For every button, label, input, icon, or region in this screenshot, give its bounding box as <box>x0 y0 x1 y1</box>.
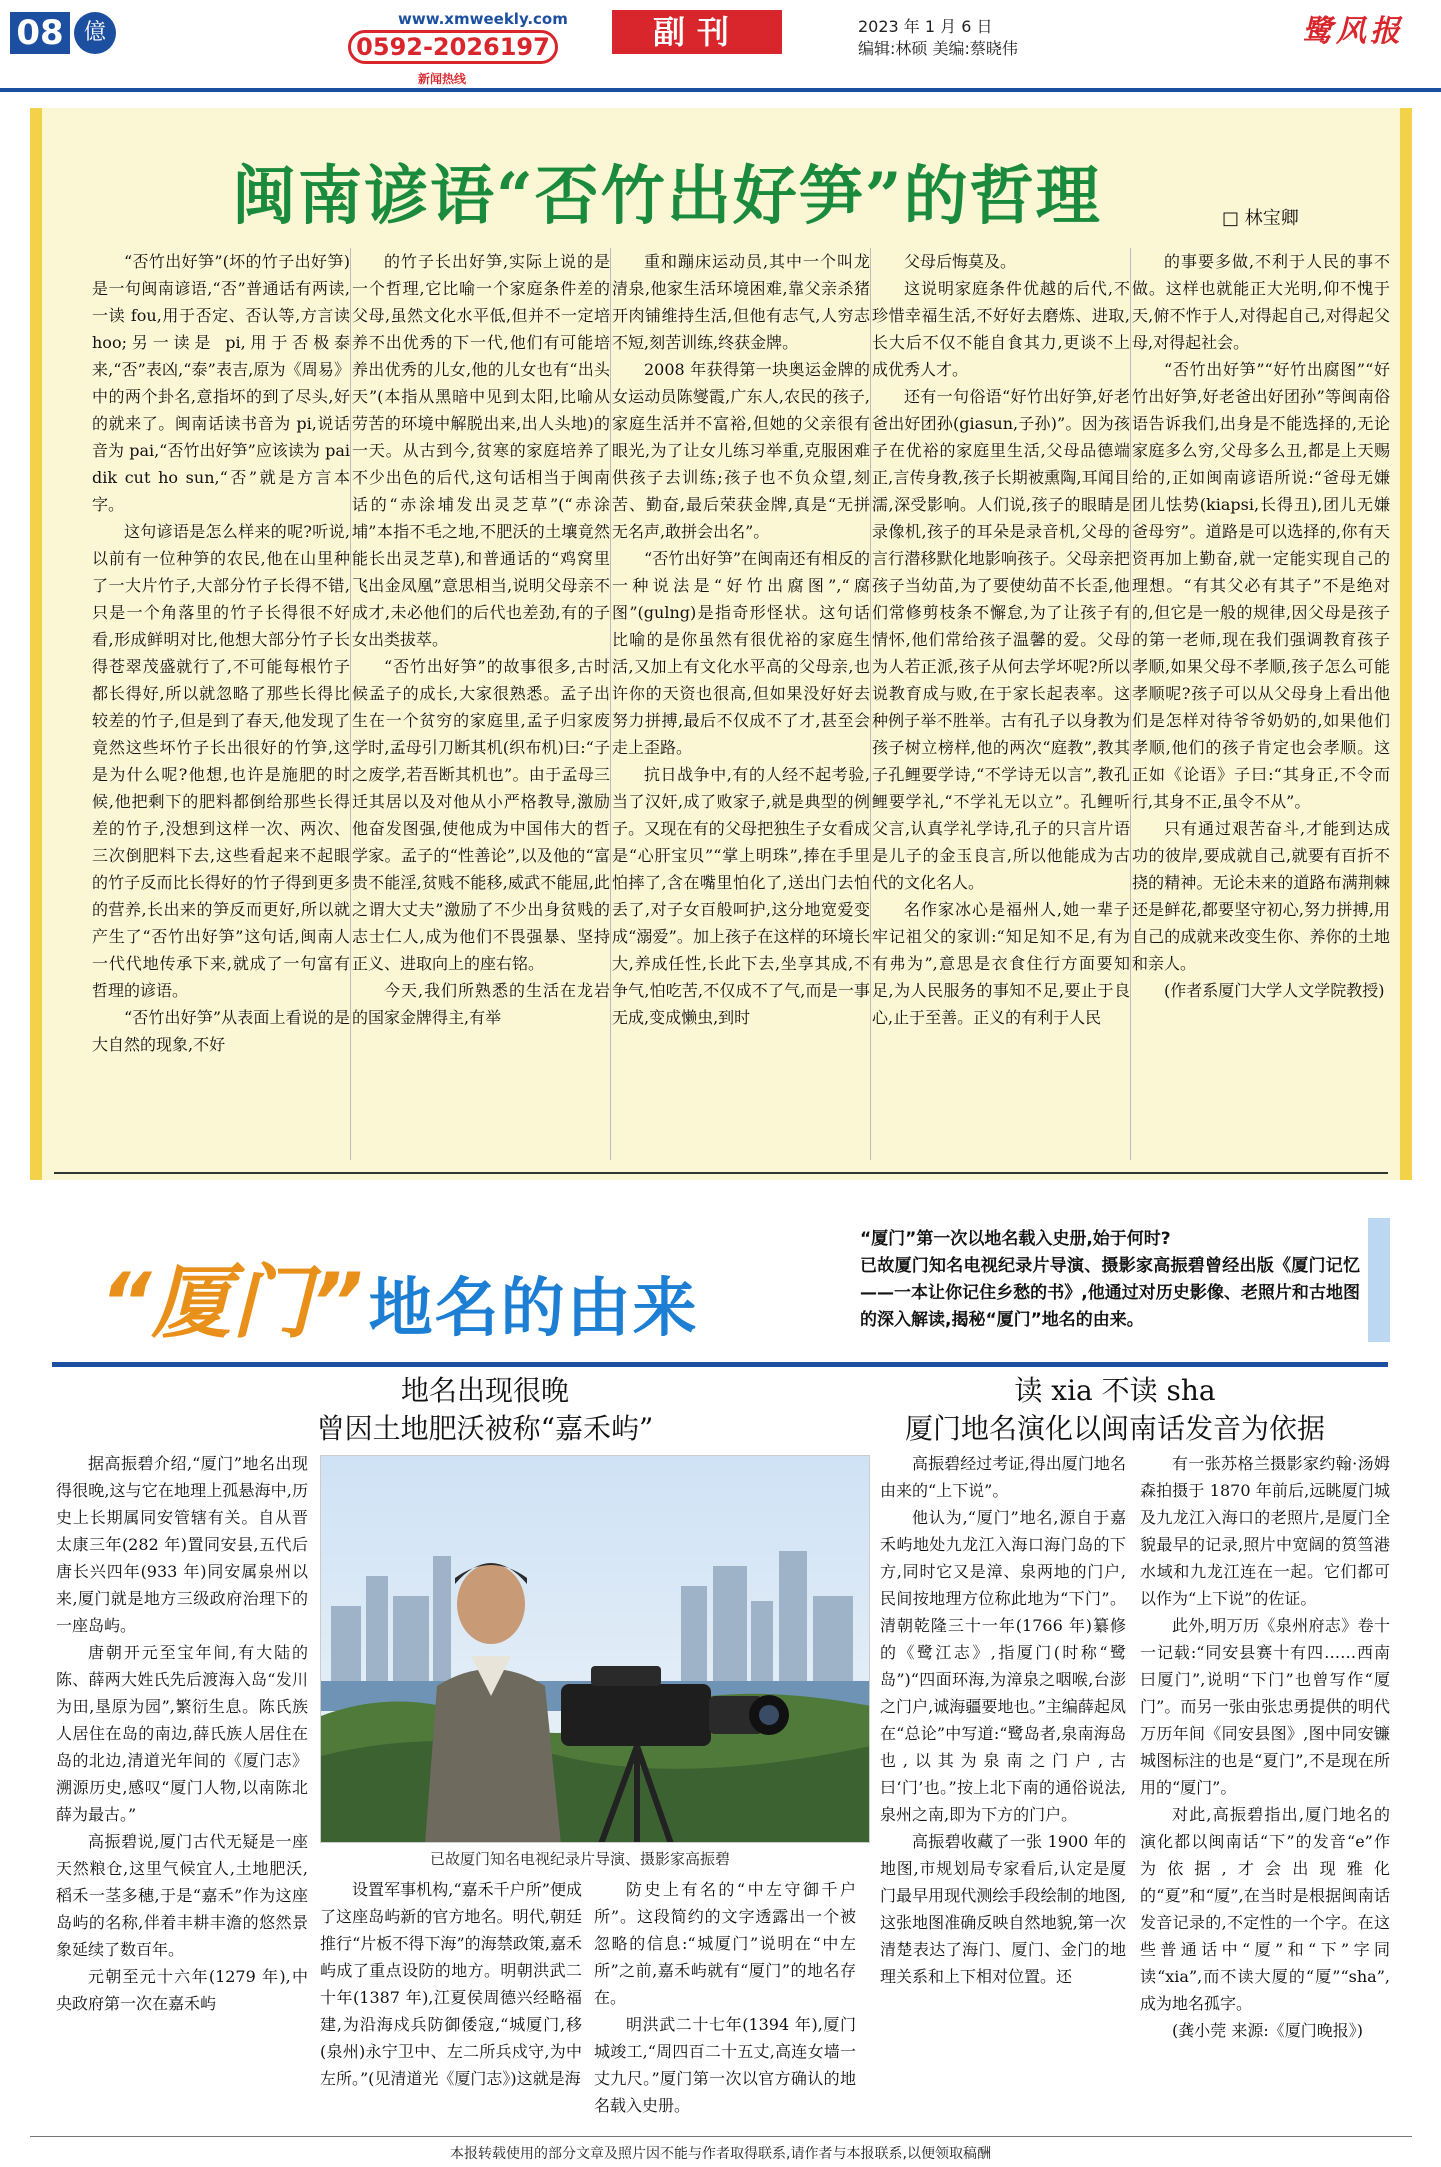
article1-paragraph: “否竹出好笋”“好竹出腐图”“好竹出好笋,好老爸出好团孙”等闽南俗语告诉我们,出身是不能选择的,无论家庭多么穷,父母多么丑,都是上天赐给的,正如闽南谚语所说:“爸母无嫌团儿怯势(kiapsi,长得丑),团儿无嫌爸母穷”。道路是可以选择的,你有天资再加上勤奋,就一定能实现自己的理想。“有其父必有其子”不是绝对的,但它是一般的规律,因父母是孩子的第一老师,现在我们强调教育孩子孝顺,如果父母不孝顺,孩子怎么可能孝顺呢?孩子可以从父母身上看出他们是怎样对待爷爷奶奶的,如果他们孝顺,他们的孩子肯定也会孝顺。这正如《论语》子曰:“其身正,不令而行,其身不正,虽令不从”。 <box>1132 360 1390 811</box>
article1-paragraph: “否竹出好笋”从表面上看说的是大自然的现象,不好 <box>92 1008 350 1054</box>
article2-paragraph: 设置军事机构,“嘉禾千户所”便成了这座岛屿新的官方地名。明代,朝廷推行“片板不得下海”的海禁政策,嘉禾屿成了重点设防的地方。明朝洪武二十年(1387 年),江夏侯周德兴经略福建,为沿海戍兵防御倭寇,“城厦门,移(泉州)永宁卫中、左二所兵戍守,为中左所。”(见清道光《厦门志》)这就是海 <box>320 1880 582 2088</box>
article2-paragraph: 他认为,“厦门”地名,源自于嘉禾屿地处九龙江入海口海门岛的下方,同时它又是漳、泉两地的门户,民间按地理方位称此地为“下门”。清朝乾隆三十一年(1766 年)纂修的《鹭江志》,指厦门(时称“鹭岛”)“四面环海,为漳泉之咽喉,台澎之门户,诚海疆要地也。”主编薛起凤在“总论”中写道:“鹭岛者,泉南海岛也,以其为泉南之门户,古曰‘门’也。”按上北下南的通俗说法,泉州之南,即为下方的门户。 <box>880 1508 1126 1824</box>
article1-paragraph: 只有通过艰苦奋斗,才能到达成功的彼岸,要成就自己,就要有百折不挠的精神。无论未来的道路布满荆棘还是鲜花,都要坚守初心,努力拼搏,用自己的成就来改变生你、养你的土地和亲人。 <box>1132 819 1390 973</box>
section-tab: 副刊 <box>612 10 782 54</box>
article2-paragraph: 此外,明万历《泉州府志》卷十一记载:“同安县赛十有四……西南曰厦门”,说明“下门”也曾写作“厦门”。而另一张由张忠勇提供的明代万历年间《同安县图》,图中同安镰城图标注的也是“夏门”,不是现在所用的“厦门”。 <box>1140 1616 1390 1797</box>
article2-paragraph: 元朝至元十六年(1279 年),中央政府第一次在嘉禾屿 <box>56 1967 308 2013</box>
promo-url[interactable]: www.xmweekly.com <box>398 10 568 28</box>
article2-paragraph: 唐朝开元至宝年间,有大陆的陈、薛两大姓氏先后渡海入岛“发川为田,垦原为园”,繁衍生息。陈氏族人居住在岛的南边,薛氏族人居住在岛的北边,清道光年间的《厦门志》溯源历史,感叹“厦门人物,以南陈北薛为最古。” <box>56 1643 308 1824</box>
article1-paragraph: 这说明家庭条件优越的后代,不珍惜幸福生活,不好好去磨炼、进取,长大后不仅不能自食其力,更谈不上成优秀人才。 <box>872 279 1130 379</box>
page-emblem: 億 <box>74 12 116 54</box>
article1-paragraph: 今天,我们所熟悉的生活在龙岩的国家金牌得主,有举 <box>352 981 610 1027</box>
article1-paragraph: 还有一句俗语“好竹出好笋,好老爸出好团孙(giasun,子孙)”。因为孩子在优裕的家庭里生活,父母品德端正,言传身教,孩子长期被熏陶,耳闻目濡,深受影响。人们说,孩子的眼睛是录像机,孩子的耳朵是录音机,父母的言行潜移默化地影响孩子。父母亲把孩子当幼苗,为了要使幼苗不长歪,他们常修剪枝条不懈怠,为了让孩子有情怀,他们常给孩子温馨的爱。父母为人若正派,孩子从何去学坏呢?所以说教育成与败,在于家长起表率。这种例子举不胜举。古有孔子以身教为孩子树立榜样,他的两次“庭教”,教其子孔鲤要学诗,“不学诗无以言”,教孔鲤要学礼,“不学礼无以立”。孔鲤听父言,认真学礼学诗,孔子的只言片语是儿子的金玉良言,所以他能成为古代的文化名人。 <box>872 387 1130 892</box>
article1-paragraph: “否竹出好笋”的故事很多,古时候孟子的成长,大家很熟悉。孟子出生在一个贫穷的家庭里,孟子归家废学时,孟母引刀断其机(织布机)曰:“子之废学,若吾断其机也”。由于孟母三迁其居以及对他从小严格教导,激励他奋发图强,使他成为中国伟大的哲学家。孟子的“性善论”,以及他的“富贵不能淫,贫贱不能移,威武不能屈,此之谓大丈夫”激励了不少出身贫贱的志士仁人,成为他们不畏强暴、坚持正义、进取向上的座右铭。 <box>352 657 610 973</box>
header-rule <box>0 88 1441 92</box>
article1-column <box>612 248 870 1160</box>
column-divider <box>870 248 871 1160</box>
footer-rule <box>30 2136 1412 2137</box>
article1-column <box>872 248 1130 1160</box>
article2-divider <box>52 1362 1388 1367</box>
article2-paragraph: 明洪武二十七年(1394 年),厦门城竣工,“周四百二十五丈,高连女墙一丈九尺。”厦门第一次以官方确认的地名载入史册。 <box>594 2015 856 2115</box>
article1-paragraph: 的竹子长出好笋,实际上说的是一个哲理,它比喻一个家庭条件差的父母,虽然文化水平低,但并不一定培养不出优秀的下一代,他们有可能培养出优秀的儿女,他的儿女也有“出头天”(本指从黑暗中见到太阳,比喻从劳苦的环境中解脱出来,出人头地)的一天。从古到今,贫寒的家庭培养了不少出色的后代,这句话相当于闽南话的“赤涂埔发出灵芝草”(“赤涂埔”本指不毛之地,不肥沃的土壤竟然能长出灵芝草),和普通话的“鸡窝里飞出金凤凰”意思相当,说明父母亲不成才,未必他们的后代也差劲,有的子女出类拔萃。 <box>352 252 610 649</box>
subhead-line: 地名出现很晚 <box>400 1374 569 1407</box>
article2-right-subhead <box>880 1372 1350 1448</box>
article1-author: □ 林宝卿 <box>1222 208 1299 229</box>
article2-paragraph: (龚小莞 来源:《厦门晚报》) <box>1172 2021 1363 2040</box>
article2-column <box>56 1450 308 2130</box>
article1-paragraph: 抗日战争中,有的人经不起考验,当了汉奸,成了败家子,就是典型的例子。又现在有的父母把独生子女看成是“心肝宝贝”“掌上明珠”,捧在手里怕摔了,含在嘴里怕化了,送出门去怕丢了,对子女百般呵护,这分地宽爱变成“溺爱”。加上孩子在这样的环境长大,养成任性,长此下去,坐享其成,不争气,怕吃苦,不仅成不了气,而是一事无成,变成懒虫,到时 <box>612 765 870 1027</box>
article1-paragraph: 的事要多做,不利于人民的事不做。这样也就能正大光明,仰不愧于天,俯不怍于人,对得起自己,对得起父母,对得起社会。 <box>1132 252 1390 352</box>
article2-paragraph: 高振碧收藏了一张 1900 年的地图,市规划局专家看后,认定是厦门最早用现代测绘手段绘制的地图,这张地图准确反映自然地貌,第一次清楚表达了海门、厦门、金门的地理关系和上下相对位置。还 <box>880 1832 1126 1986</box>
column-divider <box>350 248 351 1160</box>
article2-column <box>1140 1450 1390 2130</box>
footer-note: 本报转载使用的部分文章及照片因不能与作者取得联系,请作者与本报联系,以便领取稿酬 <box>450 2146 991 2162</box>
article1-column <box>1132 248 1390 1160</box>
article2-column <box>880 1450 1126 2130</box>
article2-column <box>320 1876 582 2130</box>
photo-caption: 已故厦门知名电视纪录片导演、摄影家高振碧 <box>430 1850 731 1868</box>
masthead-logo: 鹭风报 <box>1302 14 1404 49</box>
article2-title-rest: 地名的由来 <box>368 1272 699 1346</box>
photographer-photo <box>320 1455 870 1843</box>
article1-paragraph: “否竹出好笋”在闽南还有相反的一种说法是“好竹出腐图”,“腐图”(gulng)是指奇形怪状。这句话比喻的是你虽然有很优裕的家庭生活,又加上有文化水平高的父母亲,也许你的天资也很高,但如果没好好去努力拼搏,最后不仅成不了才,甚至会走上歪路。 <box>612 549 870 757</box>
article2-paragraph: 高振碧说,厦门古代无疑是一座天然粮仓,这里气候宜人,土地肥沃,稻禾一茎多穗,于是“嘉禾”作为这座岛屿的名称,伴着丰耕丰澹的悠然景象延续了数百年。 <box>56 1832 308 1959</box>
article1-paragraph: 重和蹦床运动员,其中一个叫龙清泉,他家生活环境困难,靠父亲杀猪开肉铺维持生活,但他有志气,人穷志不短,刻苦训练,终获金牌。 <box>612 252 870 352</box>
article2-left-subhead <box>260 1372 710 1448</box>
article2-paragraph: 有一张苏格兰摄影家约翰·汤姆森拍摄于 1870 年前后,远眺厦门城及九龙江入海口的老照片,是厦门全貌最早的记录,照片中宽阔的筼筜港水域和九龙江连在一起。它们都可以作为“上下说”的佐证。 <box>1140 1454 1390 1608</box>
article2-title-quoted: “厦门” <box>100 1256 364 1349</box>
editors: 编辑:林硕 美编:蔡晓伟 <box>858 39 1018 58</box>
article1-title: 闽南谚语“否竹出好笋”的哲理 <box>232 159 1102 234</box>
intro-accent-bar <box>1368 1218 1390 1342</box>
article1-paragraph: 父母后悔莫及。 <box>904 252 1017 271</box>
article2-paragraph: 对此,高振碧指出,厦门地名的演化都以闽南话“下”的发音“e”作为依据,才会出现雅化的“夏”和“厦”,在当时是根据闽南话发音记录的,不定性的一个字。在这些普通话中“厦”和“下”字同读“xia”,而不读大厦的“厦”“sha”,成为地名孤字。 <box>1140 1805 1390 2013</box>
article2-paragraph: 高振碧经过考证,得出厦门地名由来的“上下说”。 <box>880 1454 1126 1500</box>
page-header <box>0 0 1441 96</box>
promo-phone: 0592-2026197 <box>348 30 558 64</box>
article2-intro-text: 已故厦门知名电视纪录片导演、摄影家高振碧曾经出版《厦门记忆——一本让你记住乡愁的书》,他通过对历史影像、老照片和古地图的深入解读,揭秘“厦门”地名的由来。 <box>860 1256 1360 1330</box>
photo-illustration <box>321 1456 870 1843</box>
article1-column <box>352 248 610 1160</box>
article1-paragraph: 名作家冰心是福州人,她一辈子牢记祖父的家训:“知足知不足,有为有弗为”,意思是衣食住行方面要知足,为人民服务的事知不足,要止于良心,止于至善。正义的有利于人民 <box>872 900 1130 1027</box>
article1-paragraph: 2008 年获得第一块奥运金牌的女运动员陈燮霞,广东人,农民的孩子,家庭生活并不富裕,但她的父亲很有眼光,为了让女儿练习举重,克服困难供孩子去训练;孩子也不负众望,刻苦、勤奋,最后荣获金牌,真是“无拼无名声,敢拼会出名”。 <box>612 360 870 541</box>
subhead-line: 曾因土地肥沃被称“嘉禾屿” <box>316 1412 654 1445</box>
promo-box <box>330 6 570 88</box>
article2-column <box>594 1876 856 2130</box>
article2-paragraph: 据高振碧介绍,“厦门”地名出现得很晚,这与它在地理上孤悬海中,历史上长期属同安管辖有关。自从晋太康三年(282 年)置同安县,五代后唐长兴四年(933 年)同安属泉州以来,厦门就是地方三级政府治理下的一座岛屿。 <box>56 1454 308 1635</box>
article1-column <box>92 248 350 1160</box>
promo-hotline: 新闻热线 <box>418 72 467 86</box>
article2-intro <box>860 1226 1360 1334</box>
article2-title <box>100 1238 699 1353</box>
article1-bottom-rule <box>54 1172 1388 1174</box>
page-number: 08 <box>10 12 70 54</box>
article2-intro-question: “厦门”第一次以地名载入史册,始于何时? <box>860 1229 1171 1249</box>
article1-paragraph: (作者系厦门大学人文学院教授) <box>1164 981 1385 1000</box>
issue-date: 2023 年 1 月 6 日 <box>858 17 993 36</box>
article1-paragraph: “否竹出好笋”(坏的竹子出好笋)是一句闽南谚语,“否”普通话有两读,一读 fou,用于否定、否认等,方言读 hoo;另一读是 pi,用于否极泰来,“否”表凶,“泰”表吉,原为《周易》中的两个卦名,意指坏的到了尽头,好的就来了。闽南话读书音为 pi,说话音为 pai,“否竹出好笋”应该读为 pai dik cut ho sun,“否”就是方言本字。 <box>92 252 350 514</box>
column-divider <box>1130 248 1131 1160</box>
subhead-line: 厦门地名演化以闽南话发音为依据 <box>904 1412 1325 1445</box>
article2-paragraph: 防史上有名的“中左守御千户所”。这段简约的文字透露出一个被忽略的信息:“城厦门”说明在“中左所”之前,嘉禾屿就有“厦门”的地名存在。 <box>594 1880 856 2007</box>
column-divider <box>610 248 611 1160</box>
article1-paragraph: 这句谚语是怎么样来的呢?听说,以前有一位种笋的农民,他在山里种了一大片竹子,大部分竹子长得不错,只是一个角落里的竹子长得很不好看,形成鲜明对比,他想大部分竹子长得苍翠茂盛就行了,不可能每根竹子都长得好,所以就忽略了那些长得比较差的竹子,但是到了春天,他发现了竟然这些坏竹子长出很好的竹笋,这是为什么呢?他想,也许是施肥的时候,他把剩下的肥料都倒给那些长得差的竹子,没想到这样一次、两次、三次倒肥料下去,这些看起来不起眼的竹子反而比长得好的竹子得到更多的营养,长出来的笋反而更好,所以就产生了“否竹出好笋”这句话,闽南人一代代地传承下来,就成了一句富有哲理的谚语。 <box>92 522 350 1000</box>
subhead-line: 读 xia 不读 sha <box>1014 1374 1216 1407</box>
